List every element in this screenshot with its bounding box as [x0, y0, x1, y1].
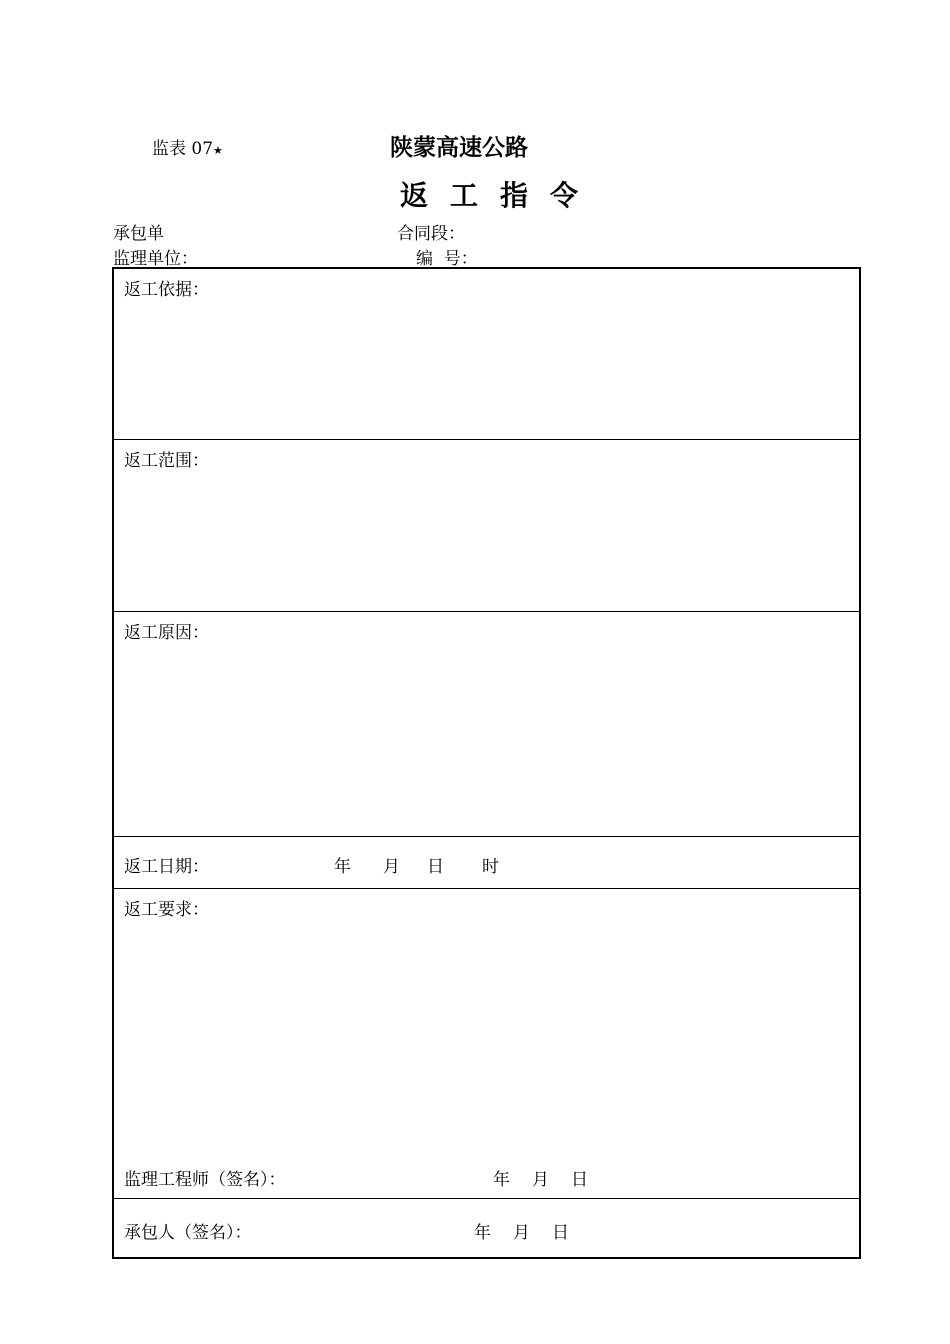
project-name: 陕蒙高速公路 [390, 135, 528, 161]
basis-row[interactable] [114, 269, 859, 440]
supervisor-unit-label: 监理单位： [113, 249, 198, 269]
scope-row[interactable] [114, 440, 859, 612]
engineer-sign-label: 监理工程师（签名）： [124, 1170, 286, 1190]
reason-row[interactable] [114, 612, 859, 837]
date-month: 月 [383, 857, 400, 877]
requirements-label: 返工要求： [124, 900, 209, 920]
contractor-year: 年 [474, 1223, 491, 1243]
reason-label: 返工原因： [124, 623, 209, 643]
date-label: 返工日期： [124, 857, 209, 877]
date-year: 年 [334, 857, 351, 877]
contractor-label: 承包单 [113, 224, 164, 244]
contractor-month: 月 [513, 1223, 530, 1243]
date-day: 日 [427, 857, 444, 877]
contractor-sign-row[interactable] [114, 1199, 859, 1259]
form-code [152, 134, 223, 159]
date-row[interactable] [114, 837, 859, 889]
form-code-text: 监表 07 [152, 139, 214, 159]
rework-form-table [112, 267, 861, 1259]
contractor-sign-label: 承包人（签名）： [124, 1223, 252, 1243]
contractor-day: 日 [552, 1223, 569, 1243]
engineer-year: 年 [493, 1170, 510, 1190]
engineer-day: 日 [571, 1170, 588, 1190]
basis-label: 返工依据： [124, 280, 209, 300]
requirements-row[interactable] [114, 889, 859, 1199]
document-title: 返工指令 [399, 179, 600, 212]
date-hour: 时 [482, 857, 499, 877]
scope-label: 返工范围： [124, 451, 209, 471]
contract-section-label: 合同段： [397, 224, 465, 244]
engineer-month: 月 [532, 1170, 549, 1190]
star-icon: ★ [213, 144, 223, 157]
number-label: 编 号： [416, 249, 478, 269]
